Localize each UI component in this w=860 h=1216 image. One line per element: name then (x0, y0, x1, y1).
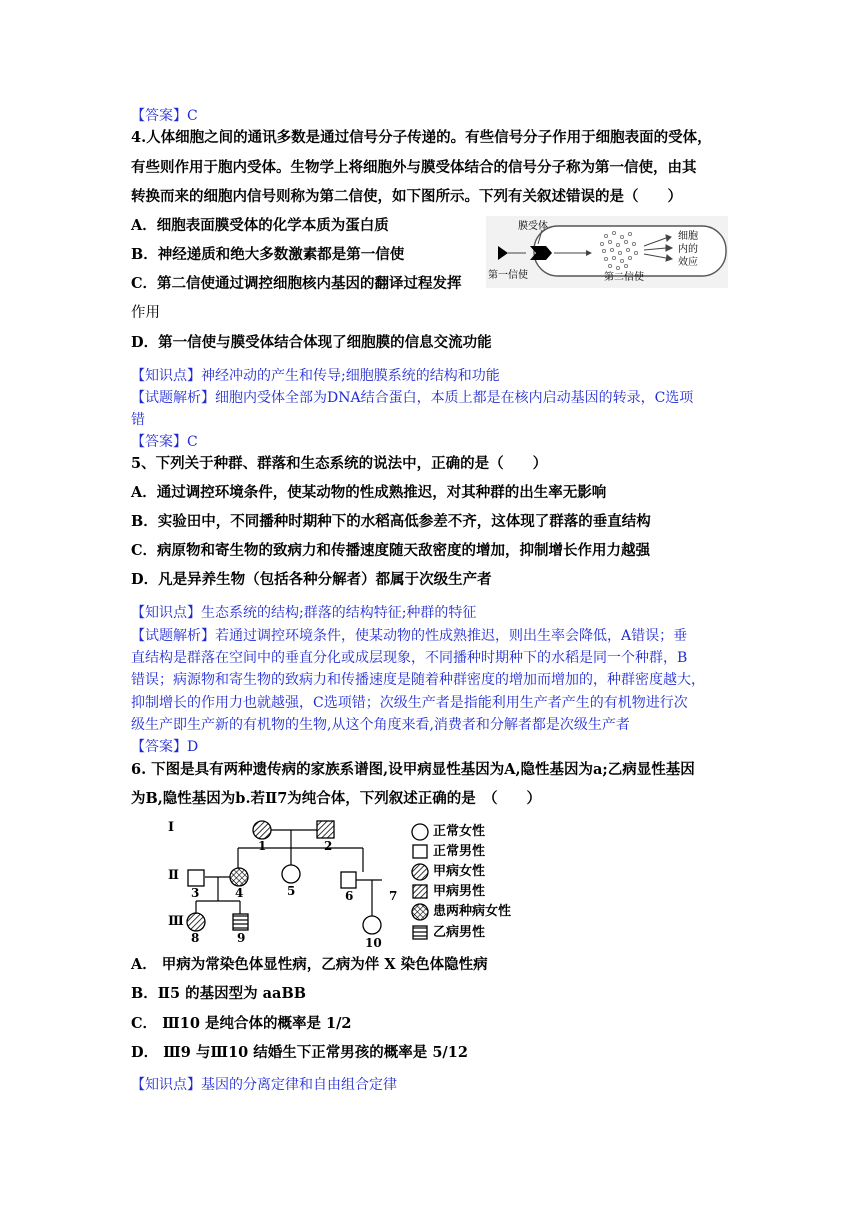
cell-effect-label (678, 230, 698, 269)
pedigree-legend (433, 818, 529, 948)
q5-knowledge: 【知识点】生态系统的结构;群落的结构特征;种群的特征 (131, 605, 477, 621)
legend-disease-a-male: 甲病男性 (433, 884, 486, 899)
second-messenger-label: 第二信使 (604, 272, 644, 283)
membrane-receptor-label: 膜受体 (518, 221, 548, 232)
individual-10 (363, 916, 381, 934)
label-9: 9 (237, 931, 246, 945)
legend-both-diseases-female-icon (412, 904, 428, 920)
legend-normal-female: 正常女性 (433, 824, 486, 839)
legend-normal-female-icon (412, 824, 428, 840)
q6-option-b: B．Ⅱ5 的基因型为 aaBB (131, 985, 306, 1002)
label-5: 5 (287, 884, 296, 898)
previous-answer: 【答案】C (131, 108, 198, 124)
q6-option-c: C． Ⅲ10 是纯合体的概率是 1/2 (131, 1015, 352, 1032)
q4-option-c-line-1: C．第二信使通过调控细胞核内基因的翻译过程发挥 (131, 275, 462, 292)
individual-8 (187, 913, 205, 931)
label-1: 1 (258, 839, 267, 853)
q4-analysis-line-2: 错 (131, 412, 145, 428)
legend-both-diseases-female: 患两种病女性 (433, 904, 512, 919)
q4-stem-line-2: 有些则作用于胞内受体。生物学上将细胞外与膜受体结合的信号分子称为第一信使，由其 (131, 159, 697, 176)
q5-analysis-line-1: 【试题解析】若通过调控环境条件，使某动物的性成熟推迟，则出生率会降低，A错误；垂 (131, 628, 688, 644)
generation-3-label: Ⅲ (168, 914, 184, 929)
first-messenger-label: 第一信使 (488, 270, 528, 281)
q4-stem-line-1: 4.人体细胞之间的通讯多数是通过信号分子传递的。有些信号分子作用于细胞表面的受体， (131, 129, 712, 146)
label-4: 4 (235, 886, 244, 900)
label-2: 2 (324, 839, 333, 853)
q4-option-c-line-2: 作用 (131, 305, 160, 321)
legend-disease-b-male-icon (413, 926, 427, 939)
label-10: 10 (365, 936, 382, 950)
q5-option-a: A．通过调控环境条件，使某动物的性成熟推迟，对其种群的出生率无影响 (131, 484, 607, 501)
effect-line-1: 细胞 (678, 231, 698, 242)
individual-9 (233, 914, 248, 930)
q6-knowledge: 【知识点】基因的分离定律和自由组合定律 (131, 1077, 397, 1093)
pedigree-chart (160, 818, 530, 952)
q5-analysis-line-4: 抑制增长的作用力也就越强，C选项错；次级生产者是指能利用生产者产生的有机物进行次 (131, 695, 688, 711)
q6-stem-line-2: 为B,隐性基因为b.若Ⅱ7为纯合体，下列叙述正确的是 （ ） (131, 790, 542, 807)
individual-5 (282, 865, 300, 883)
q5-analysis-line-5: 级生产即生产新的有机物的生物,从这个角度来看,消费者和分解者都是次级生产者 (131, 717, 630, 733)
q5-analysis-line-2: 直结构是群落在空间中的垂直分化或成层现象，不同播种时期种下的水稻是同一个种群，B (131, 650, 688, 666)
effect-line-2: 内的 (678, 244, 698, 255)
q4-option-a: A．细胞表面膜受体的化学本质为蛋白质 (131, 217, 389, 234)
label-3: 3 (191, 886, 200, 900)
messenger-diagram (486, 216, 728, 288)
generation-2-label: Ⅱ (168, 868, 179, 883)
q4-knowledge: 【知识点】神经冲动的产生和传导;细胞膜系统的结构和功能 (131, 368, 500, 384)
legend-normal-male-icon (413, 845, 427, 858)
legend-disease-a-male-icon (413, 885, 427, 898)
label-8: 8 (191, 931, 200, 945)
legend-disease-a-female-icon (412, 864, 428, 880)
individual-1 (253, 821, 271, 839)
q6-stem-line-1: 6. 下图是具有两种遗传病的家族系谱图,设甲病显性基因为A,隐性基因为a;乙病显性基因 (131, 761, 695, 778)
q5-stem: 5、下列关于种群、群落和生态系统的说法中，正确的是（ ） (131, 455, 548, 472)
individual-3 (188, 870, 204, 886)
individual-2 (317, 821, 334, 838)
q5-answer: 【答案】D (131, 739, 199, 755)
q4-option-d: D．第一信使与膜受体结合体现了细胞膜的信息交流功能 (131, 334, 492, 351)
q6-option-a: A． 甲病为常染色体显性病，乙病为伴 X 染色体隐性病 (131, 956, 488, 973)
q4-answer: 【答案】C (131, 434, 198, 450)
label-6: 6 (345, 889, 354, 903)
label-7: 7 (389, 889, 398, 903)
legend-disease-b-male: 乙病男性 (433, 925, 486, 940)
q4-stem-line-3: 转换而来的细胞内信号则称为第二信使，如下图所示。下列有关叙述错误的是（ ） (131, 188, 682, 205)
legend-normal-male: 正常男性 (433, 844, 486, 859)
q4-option-b: B．神经递质和绝大多数激素都是第一信使 (131, 246, 405, 263)
q5-option-d: D．凡是异养生物（包括各种分解者）都属于次级生产者 (131, 571, 492, 588)
first-messenger-shape (498, 246, 508, 260)
q4-analysis-line-1: 【试题解析】细胞内受体全部为DNA结合蛋白，本质上都是在核内启动基因的转录，C选项 (131, 390, 694, 406)
individual-6 (341, 872, 356, 888)
effect-line-3: 效应 (678, 257, 698, 268)
legend-disease-a-female: 甲病女性 (433, 864, 486, 879)
q5-option-b: B．实验田中，不同播种时期种下的水稻高低参差不齐，这体现了群落的垂直结构 (131, 513, 651, 530)
q6-option-d: D． Ⅲ9 与Ⅲ10 结婚生下正常男孩的概率是 5/12 (131, 1044, 468, 1061)
q5-option-c: C．病原物和寄生物的致病力和传播速度随天敌密度的增加，抑制增长作用力越强 (131, 542, 651, 559)
q5-analysis-line-3: 错误；病源物和寄生物的致病力和传播速度是随着种群密度的增加而增加的，种群密度越大， (131, 672, 705, 688)
individual-4 (230, 868, 248, 886)
generation-1-label: Ⅰ (168, 820, 175, 835)
